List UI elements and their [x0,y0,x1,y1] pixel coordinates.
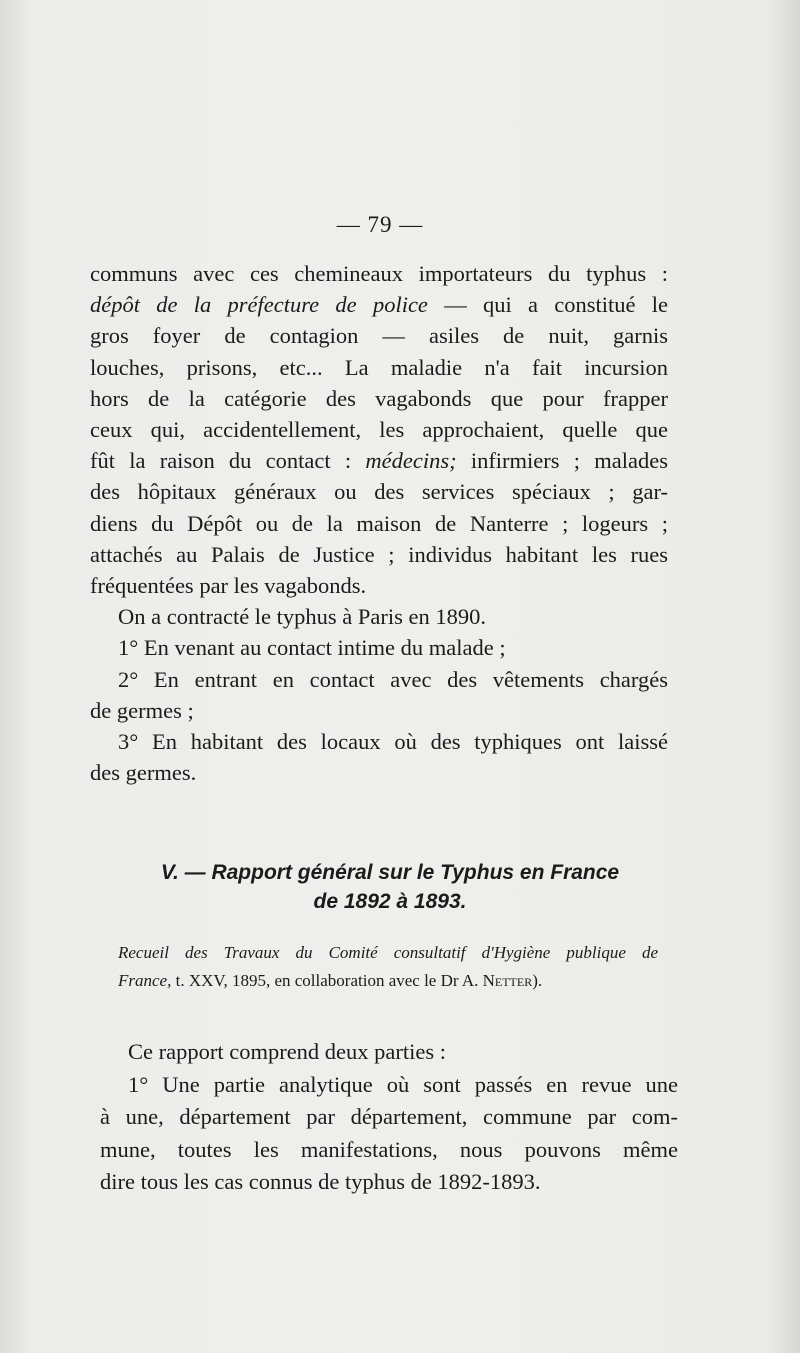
text-line: On a contracté le typhus à Paris en 1890. [118,604,487,630]
citation [118,939,658,995]
text-fragment: fût la raison du contact : [90,448,366,474]
main-paragraph [90,258,668,788]
text-line: Ce rapport comprend deux parties : [128,1039,447,1064]
italic-text: médecins; [365,448,457,474]
section-heading-line: V. — Rapport général sur le Typhus en France [160,861,620,884]
text-line: attachés au Palais de Justice ; individus habitant les rues [90,541,668,567]
text-fragment: infirmiers ; malades [456,448,668,474]
text-line [90,445,668,476]
list-item: 1° En venant au contact intime du malade ; [118,635,506,661]
section-heading [110,858,670,916]
text-line: fréquentées par les vagabonds. [90,573,367,599]
text-fragment: t. XXV, 1895, en collaboration avec le Dr A. [171,971,483,990]
italic-text: France, [118,971,172,990]
text-line: hors de la catégorie des vagabonds que pour frapper [90,385,668,411]
list-item: 3° En habitant des locaux où des typhiques ont laissé [118,729,668,755]
section-heading-line: de 1892 à 1893. [313,890,467,913]
text-fragment: — qui a constitué le [427,292,668,318]
text-line: louches, prisons, etc... La maladie n'a fait incursion [90,354,668,380]
text-fragment: ). [532,971,543,990]
second-paragraph [100,1036,678,1199]
text-line: ceux qui, accidentellement, les approchaient, quelle que [90,417,668,443]
text-line: à une, département par département, commune par com- [100,1104,678,1129]
citation-line [118,967,658,995]
text-line [90,289,668,320]
list-item: 2° En entrant en contact avec des vêtements chargés [118,666,668,692]
text-line: mune, toutes les manifestations, nous pouvons même [100,1136,678,1162]
text-line: dire tous les cas connus de typhus de 1892-1893. [100,1169,541,1194]
text-line: 1° Une partie analytique où sont passés en revue une [128,1071,678,1097]
list-item-continuation: des germes. [90,760,197,786]
italic-text: dépôt de la préfecture de police [90,292,428,318]
text-line: communs avec ces chemineaux importateurs du typhus : [90,261,668,286]
author-name: Netter [482,971,533,990]
list-item-continuation: de germes ; [90,697,194,723]
text-line: diens du Dépôt ou de la maison de Nanterre ; logeurs ; [90,510,668,536]
text-line: gros foyer de contagion — asiles de nuit, garnis [90,323,668,349]
citation-line: Recueil des Travaux du Comité consultatif d'Hygiène publique de [118,943,658,962]
text-line: des hôpitaux généraux ou des services spéciaux ; gar- [90,479,668,505]
page-number: — 79 — [336,212,424,237]
